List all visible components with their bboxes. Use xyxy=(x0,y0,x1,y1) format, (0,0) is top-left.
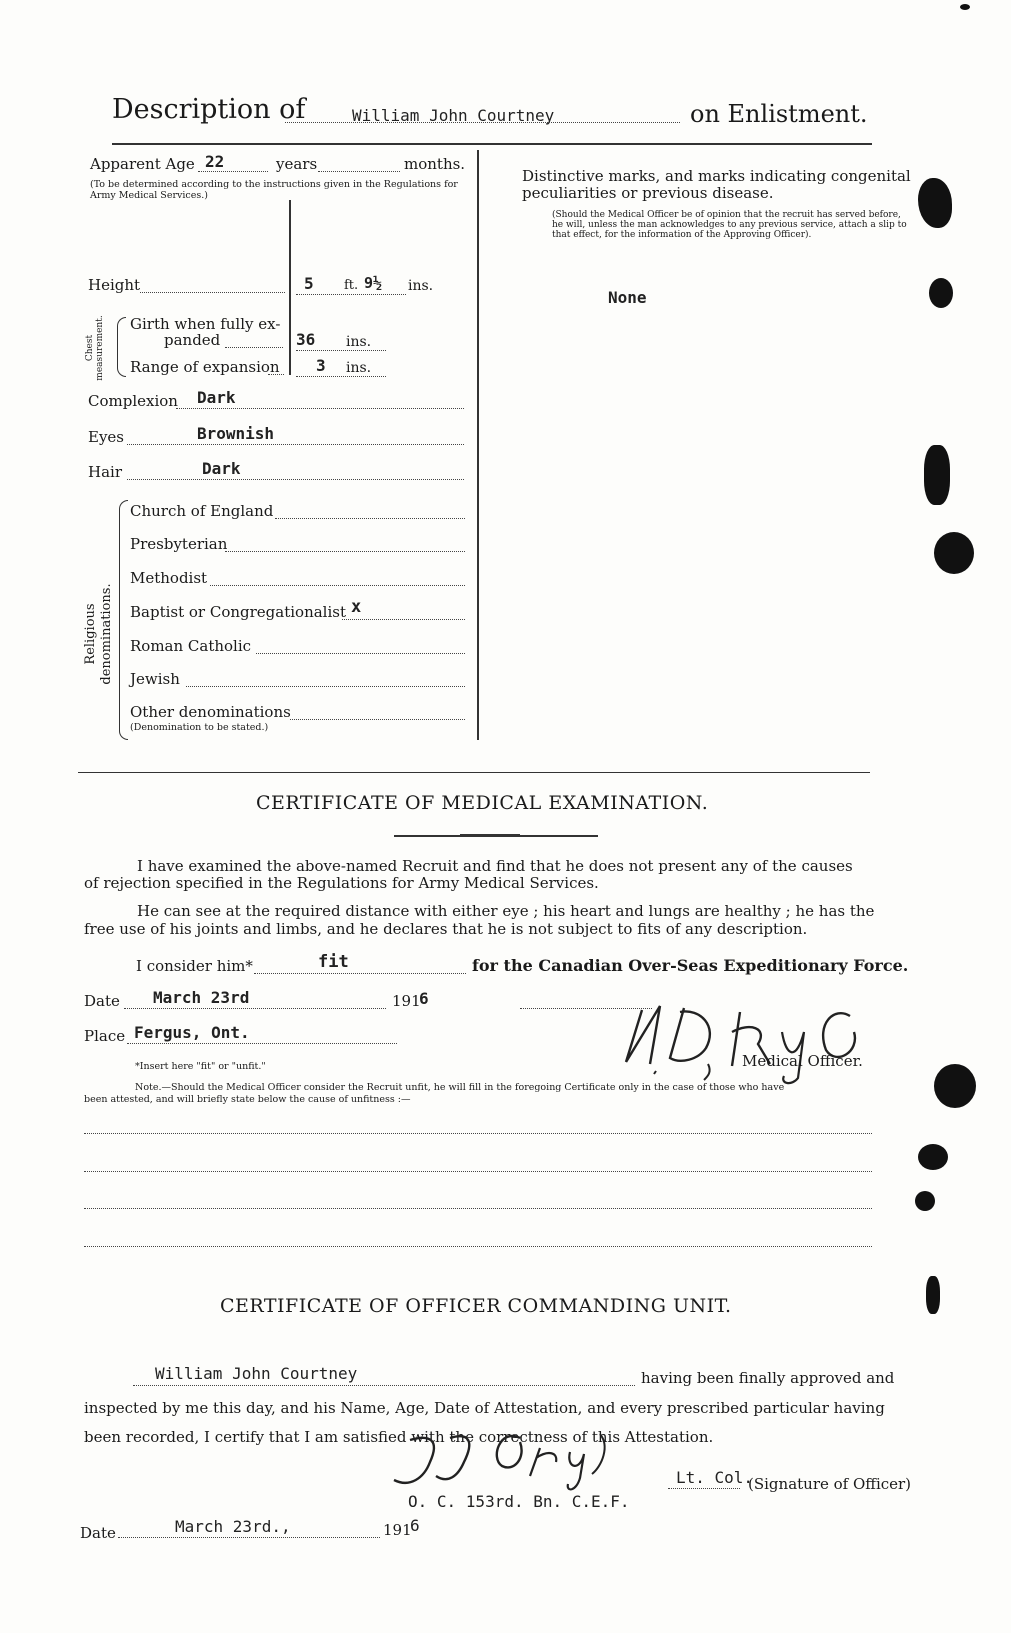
binder-hole xyxy=(934,1064,976,1108)
religion-presbyterian: Presbyterian xyxy=(130,535,228,553)
eyes-label: Eyes xyxy=(88,428,124,446)
range-label: Range of expansion xyxy=(130,358,280,376)
binder-hole xyxy=(915,1191,935,1211)
chest-bracket xyxy=(117,317,126,377)
eyes-value: Brownish xyxy=(197,424,275,443)
binder-hole xyxy=(929,278,953,308)
medical-year-digit: 6 xyxy=(419,989,429,1008)
medical-officer-signature xyxy=(620,992,870,1087)
religion-church-of-england: Church of England xyxy=(130,502,274,520)
hair-label: Hair xyxy=(88,463,122,481)
age-note: (To be determined according to the instructions given in the Regulations for Army Medical Services.) xyxy=(90,179,458,201)
commanding-line1-suffix: having been finally approved and xyxy=(641,1369,895,1387)
commanding-date-value: March 23rd., xyxy=(175,1517,291,1536)
other-denomination-note: (Denomination to be stated.) xyxy=(130,722,269,733)
consider-suffix: for the Canadian Over-Seas Expeditionary Force. xyxy=(472,956,909,975)
binder-hole xyxy=(926,1276,940,1314)
medical-para2-line2: free use of his joints and limbs, and he declares that he is not subject to fits of any description. xyxy=(84,920,808,938)
years-label: years xyxy=(276,155,318,173)
unfitness-line-2 xyxy=(84,1171,872,1172)
religion-bracket xyxy=(119,500,128,740)
value-column-divider xyxy=(289,200,291,375)
religion-baptist: Baptist or Congregationalist xyxy=(130,603,346,621)
hair-value: Dark xyxy=(202,459,241,478)
signature-of-officer-label: (Signature of Officer) xyxy=(748,1475,912,1493)
medical-para1-line2: of rejection specified in the Regulations for Army Medical Services. xyxy=(84,874,599,892)
marks-label-1: Distinctive marks, and marks indicating congenital xyxy=(522,167,911,185)
section-divider xyxy=(78,772,870,773)
commanding-officer-signature xyxy=(370,1418,670,1498)
months-label: months. xyxy=(404,155,466,173)
ft-label: ft. xyxy=(344,278,359,293)
height-label: Height xyxy=(88,276,141,294)
medical-date-label: Date xyxy=(84,992,120,1010)
commanding-date-label: Date xyxy=(80,1524,116,1542)
medical-date-value: March 23rd xyxy=(153,988,250,1007)
chest-side-label: Chest measurement. xyxy=(85,315,105,381)
religion-methodist: Methodist xyxy=(130,569,208,587)
height-in-value: 9½ xyxy=(364,274,383,292)
medical-place-value: Fergus, Ont. xyxy=(134,1023,250,1042)
medical-title: CERTIFICATE OF MEDICAL EXAMINATION. xyxy=(256,792,709,814)
girth-label-1: Girth when fully ex- xyxy=(130,315,281,333)
binder-hole xyxy=(918,178,952,228)
commanding-recruit-name: William John Courtney xyxy=(155,1364,358,1383)
religion-side-label: Religious denominations. xyxy=(83,583,114,685)
range-value: 3 xyxy=(316,356,326,375)
header-suffix: on Enlistment. xyxy=(690,100,868,128)
complexion-value: Dark xyxy=(197,388,236,407)
medical-officer-label: Medical Officer. xyxy=(742,1052,863,1070)
medical-para1-line1: I have examined the above-named Recruit and find that he does not present any of the causes xyxy=(137,857,853,875)
apparent-age-value: 22 xyxy=(205,152,225,171)
commanding-rank: Lt. Col. xyxy=(676,1468,754,1487)
medical-place-label: Place xyxy=(84,1027,126,1045)
binder-hole xyxy=(918,1144,948,1170)
unfitness-line-1 xyxy=(84,1133,872,1134)
recruit-name: William John Courtney xyxy=(352,106,555,125)
marks-label-2: peculiarities or previous disease. xyxy=(522,184,774,202)
range-unit: ins. xyxy=(346,360,372,376)
insert-note: *Insert here "fit" or "unfit." xyxy=(135,1061,266,1072)
column-divider xyxy=(477,150,479,740)
marks-note: (Should the Medical Officer be of opinion that the recruit has served before, he will, unless the man acknowledges to any previous service, attach a slip to that effect, for the information of the Approving Officer). xyxy=(552,210,907,240)
commanding-line2: inspected by me this day, and his Name, Age, Date of Attestation, and every prescribed particular having xyxy=(84,1399,885,1417)
medical-para2-line1: He can see at the required distance with either eye ; his heart and lungs are healthy ; he has the xyxy=(137,902,875,920)
ins-label: ins. xyxy=(408,278,434,294)
commanding-title: CERTIFICATE OF OFFICER COMMANDING UNIT. xyxy=(220,1295,732,1317)
unfit-note-line2: been attested, and will briefly state below the cause of unfitness :— xyxy=(84,1094,411,1105)
unfitness-line-3 xyxy=(84,1208,872,1209)
fitness-value: fit xyxy=(318,952,349,972)
marks-value: None xyxy=(608,288,647,307)
binder-hole xyxy=(934,532,974,574)
complexion-label: Complexion xyxy=(88,392,178,410)
girth-label-2: panded xyxy=(164,331,221,349)
girth-value: 36 xyxy=(296,330,316,349)
commanding-unit: O. C. 153rd. Bn. C.E.F. xyxy=(408,1492,630,1511)
religion-other: Other denominations xyxy=(130,703,291,721)
unfitness-line-4 xyxy=(84,1246,872,1247)
height-ft-value: 5 xyxy=(304,274,314,293)
apparent-age-label: Apparent Age xyxy=(90,155,195,173)
religion-roman-catholic: Roman Catholic xyxy=(130,637,252,655)
header-rule xyxy=(112,143,872,145)
commanding-year-prefix: 191 xyxy=(383,1521,412,1539)
girth-unit: ins. xyxy=(346,334,372,350)
consider-prefix: I consider him* xyxy=(136,957,253,975)
header-prefix: Description of xyxy=(112,94,306,125)
commanding-year-digit: 6 xyxy=(410,1516,420,1535)
medical-year-prefix: 191 xyxy=(392,992,421,1010)
religion-jewish: Jewish xyxy=(130,670,180,688)
religion-baptist-mark: x xyxy=(351,597,362,617)
commanding-line3: been recorded, I certify that I am satisfied with the correctness of this Attestation. xyxy=(84,1428,714,1446)
unfit-note-line1: Note.—Should the Medical Officer consider the Recruit unfit, he will fill in the foregoing Certificate only in the case of those who have xyxy=(135,1082,785,1093)
binder-hole xyxy=(924,445,950,505)
